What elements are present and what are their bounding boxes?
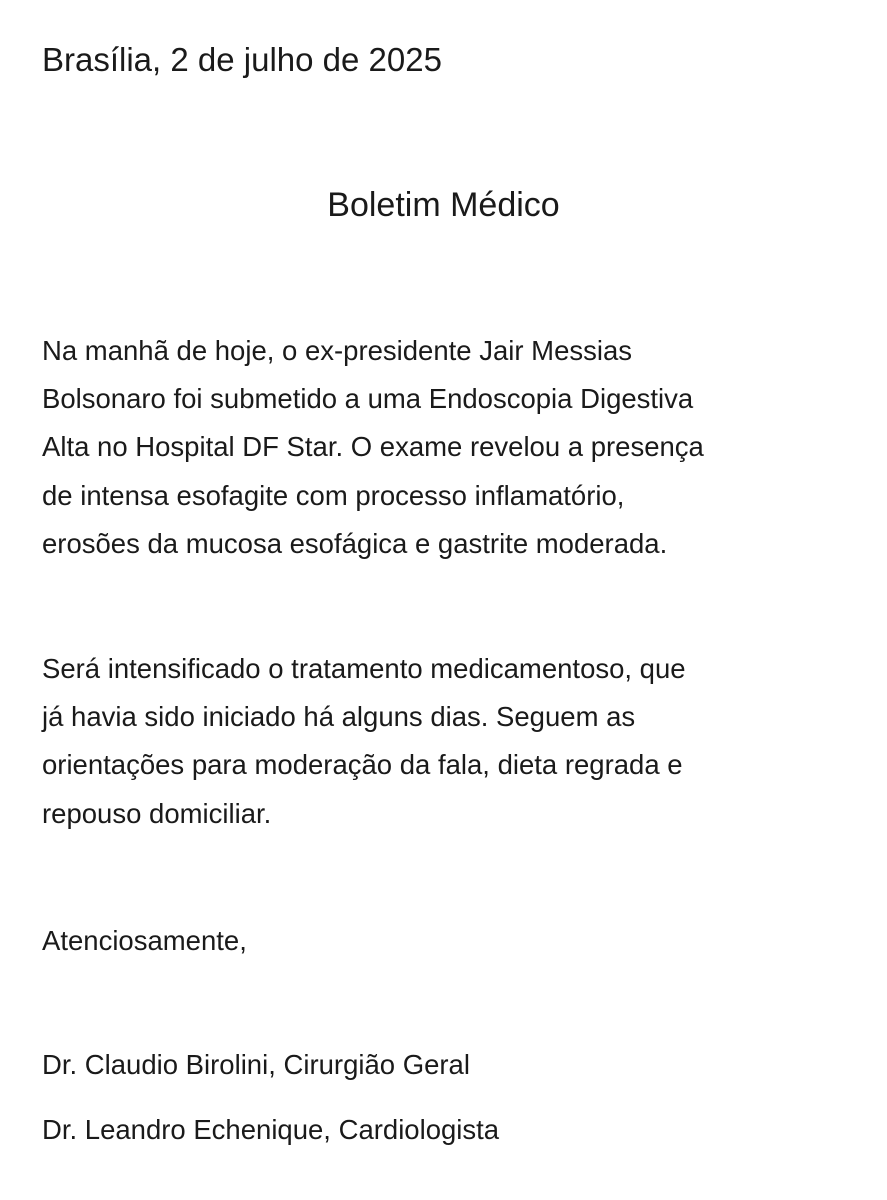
paragraph-line: repouso domiciliar.: [42, 797, 272, 829]
paragraph-line: Bolsonaro foi submetido a uma Endoscopia Digestiva: [42, 383, 694, 415]
closing-salutation: Atenciosamente,: [42, 925, 247, 956]
paragraph-line: Será intensificado o tratamento medicamentoso, que: [42, 653, 686, 684]
paragraph-line: Alta no Hospital DF Star. O exame revelou a presença: [42, 431, 704, 463]
paragraph-exam-results: [42, 327, 852, 568]
paragraph-treatment: [42, 645, 852, 838]
document-title: Boletim Médico: [327, 186, 560, 224]
signature-line-cardiologist: Dr. Leandro Echenique, Cardiologista: [42, 1114, 500, 1145]
dateline: Brasília, 2 de julho de 2025: [42, 41, 442, 78]
paragraph-line: de intensa esofagite com processo inflamatório,: [42, 479, 625, 511]
paragraph-line: já havia sido iniciado há alguns dias. Seguem as: [42, 701, 636, 733]
paragraph-line: erosões da mucosa esofágica e gastrite moderada.: [42, 527, 668, 559]
signature-line-surgeon: Dr. Claudio Birolini, Cirurgião Geral: [42, 1049, 470, 1080]
paragraph-line: orientações para moderação da fala, dieta regrada e: [42, 749, 683, 781]
paragraph-line: Na manhã de hoje, o ex-presidente Jair Messias: [42, 335, 633, 366]
